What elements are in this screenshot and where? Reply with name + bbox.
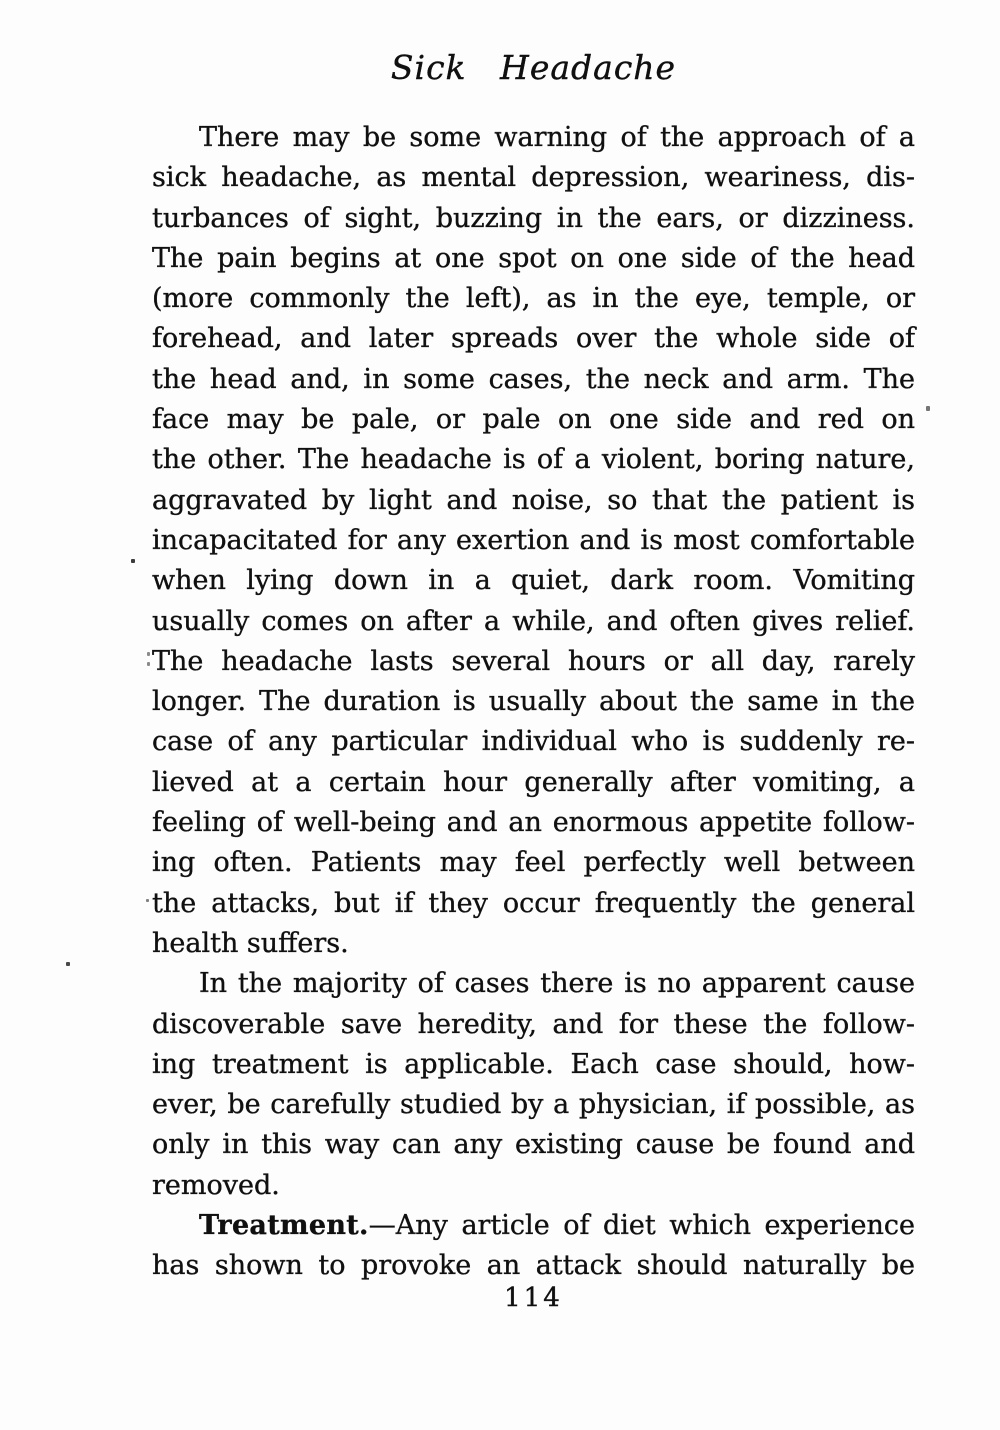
scan-artifact: [147, 652, 150, 656]
scan-artifact: [147, 662, 150, 666]
text-line: incapacitated for any exertion and is most comfortable: [152, 524, 915, 556]
text-line: health suffers.: [152, 927, 349, 959]
scan-artifact: [146, 899, 149, 902]
text-line: In the majority of cases there is no apparent cause: [199, 968, 915, 1000]
text-line-segment: —Any article of diet which experience: [368, 1210, 915, 1242]
text-line: ing often. Patients may feel perfectly well between: [152, 847, 915, 879]
text-line: feeling of well-being and an enormous appetite follow-: [152, 807, 915, 839]
page-title: Sick Headache: [390, 48, 677, 87]
text-line: The headache lasts several hours or all day, rarely: [152, 645, 915, 677]
text-line: the other. The headache is of a violent, boring nature,: [152, 444, 915, 476]
text-line: [152, 1206, 915, 1246]
text-line: aggravated by light and noise, so that the patient is: [152, 484, 915, 516]
treatment-heading: Treatment.: [199, 1210, 369, 1242]
text-line: There may be some warning of the approach of a: [199, 122, 915, 153]
body-text: [152, 118, 915, 1287]
scan-artifact: [926, 406, 930, 411]
text-line: only in this way can any existing cause be found and: [152, 1129, 915, 1161]
text-line: ing treatment is applicable. Each case should, how-: [152, 1048, 915, 1080]
text-line: (more commonly the left), as in the eye, temple, or: [152, 283, 915, 315]
text-line: forehead, and later spreads over the whole side of: [152, 323, 915, 355]
scan-artifact: [131, 559, 135, 563]
text-line: The pain begins at one spot on one side of the head: [152, 242, 915, 274]
text-line: removed.: [152, 1169, 280, 1201]
text-line: face may be pale, or pale on one side and red on: [152, 404, 915, 436]
scan-artifact: [66, 962, 70, 966]
page-number: 114: [504, 1283, 563, 1313]
text-line: lieved at a certain hour generally after vomiting, a: [152, 766, 915, 798]
text-line: has shown to provoke an attack should naturally be: [152, 1250, 915, 1282]
text-line: the attacks, but if they occur frequently the general: [152, 887, 915, 919]
text-line: ever, be carefully studied by a physician, if possible, as: [152, 1089, 915, 1121]
text-line: the head and, in some cases, the neck and arm. The: [152, 363, 915, 395]
text-line: turbances of sight, buzzing in the ears, or dizziness.: [152, 202, 915, 234]
text-line: sick headache, as mental depression, weariness, dis-: [152, 162, 915, 194]
text-line: case of any particular individual who is suddenly re-: [152, 726, 915, 758]
text-line: usually comes on after a while, and often gives relief.: [152, 605, 915, 637]
text-line: discoverable save heredity, and for these the follow-: [152, 1008, 915, 1040]
text-line: longer. The duration is usually about the same in the: [152, 686, 915, 718]
text-line: when lying down in a quiet, dark room. Vomiting: [152, 565, 915, 597]
